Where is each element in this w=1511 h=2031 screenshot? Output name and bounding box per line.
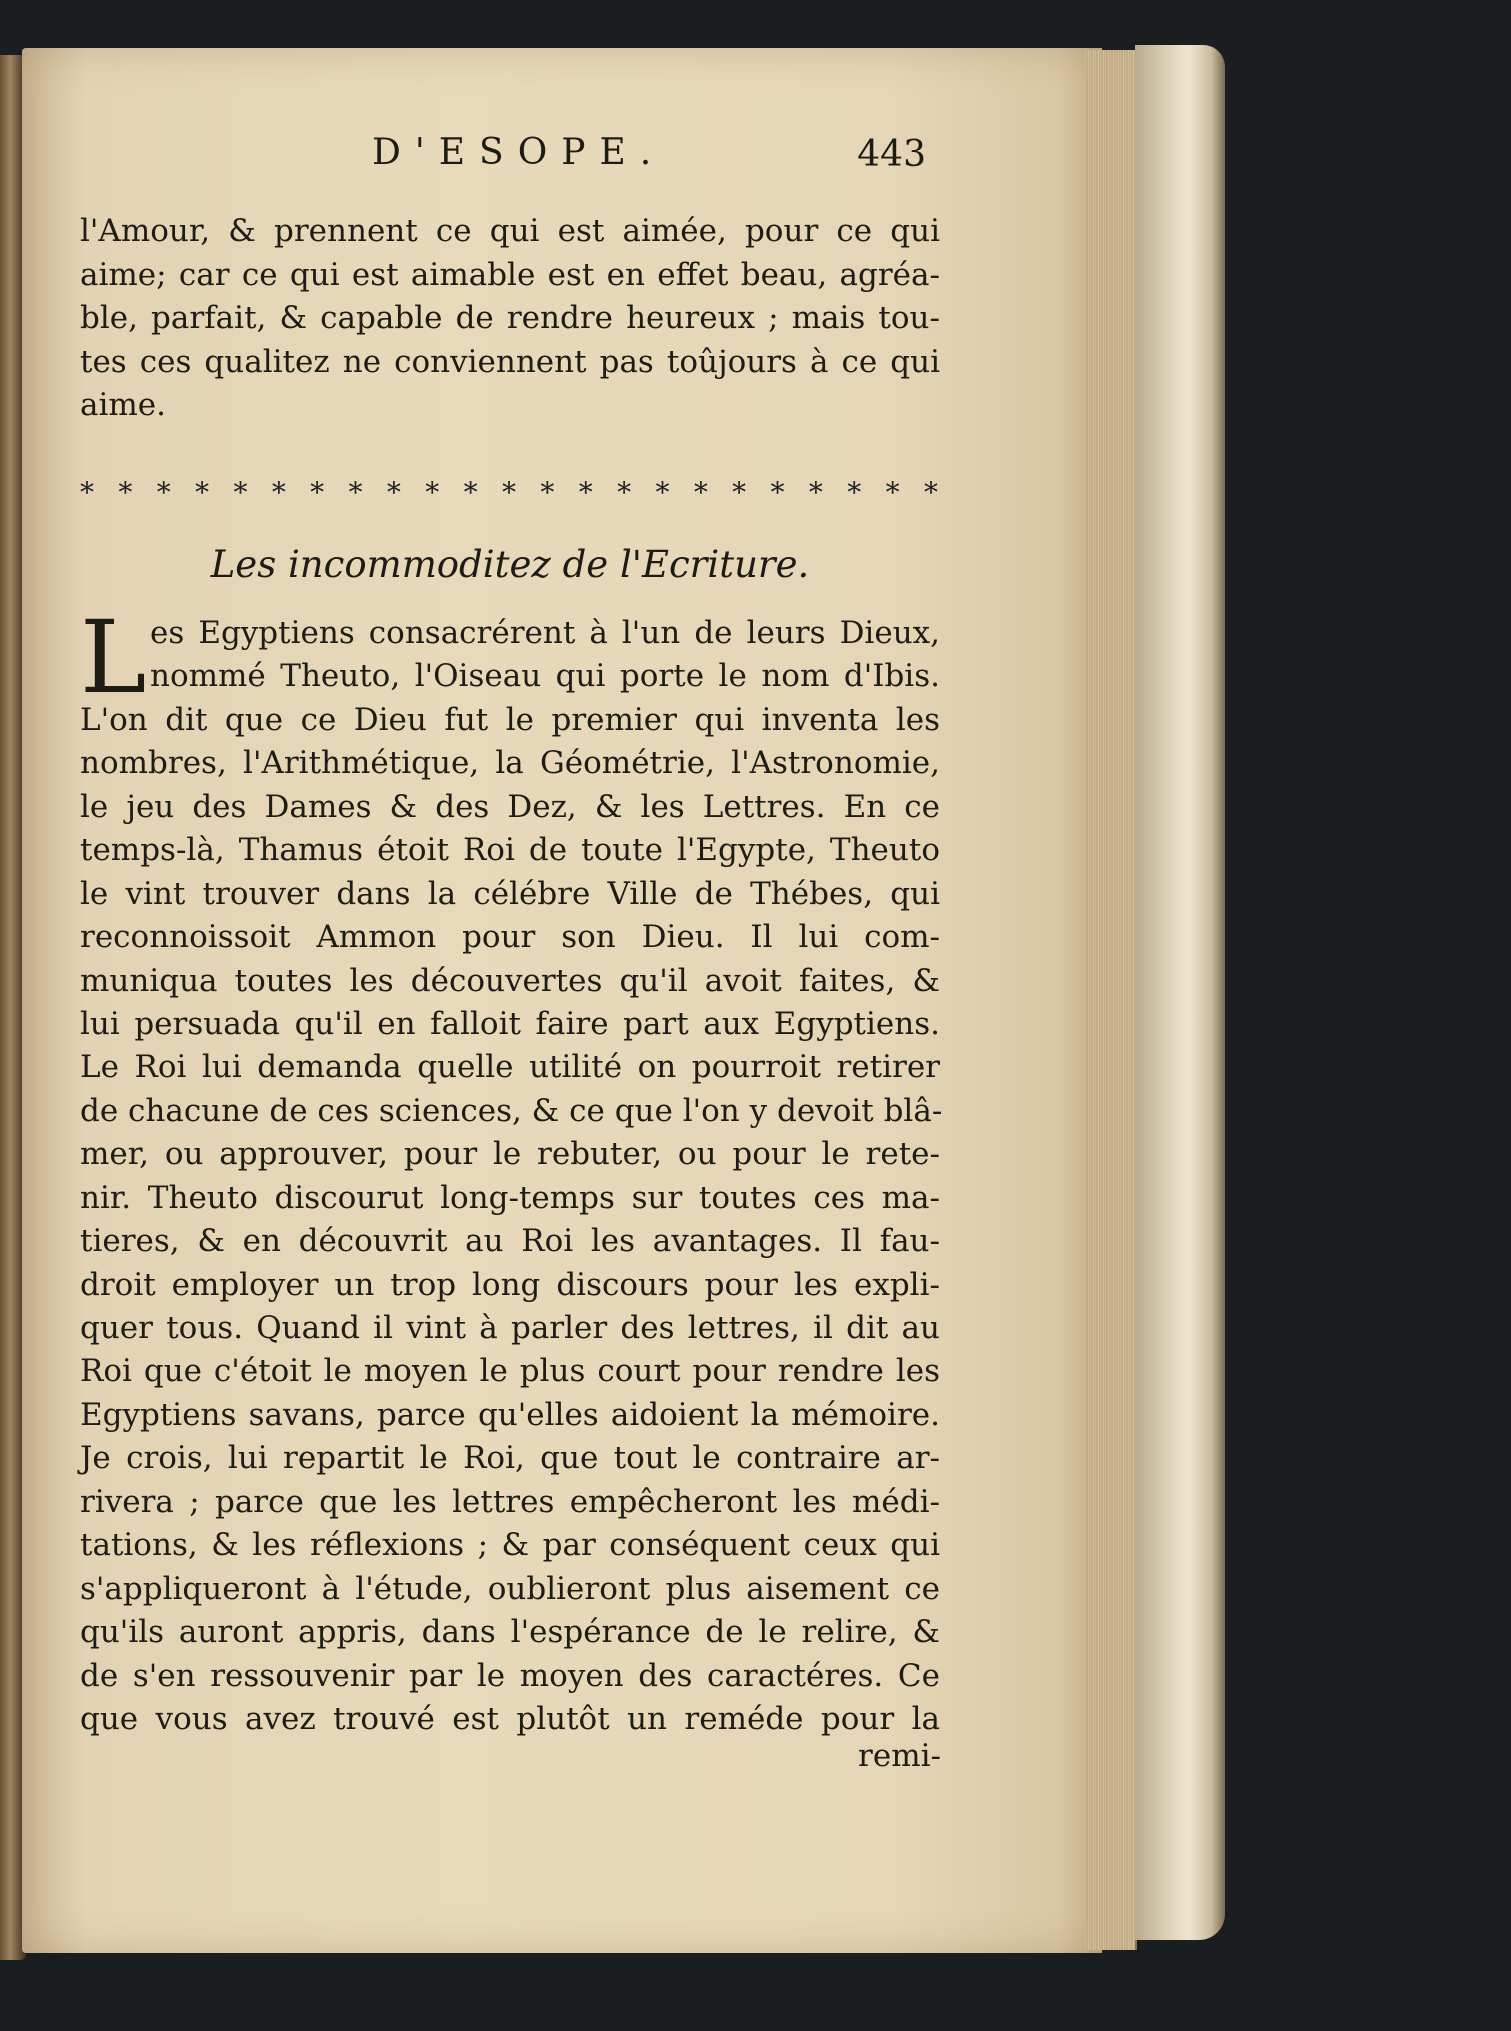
text-line: le jeu des Dames & des Dez, & les Lettres. En ce (80, 788, 940, 825)
text-line: s'appliqueront à l'étude, oublieront plus aisement ce (80, 1570, 940, 1607)
page-number: 443 (857, 134, 926, 175)
ornament-divider: * * * * * * * * * * * * * * * * * * * * * * * (80, 476, 940, 509)
text-line: ble, parfait, & capable de rendre heureux ; mais tou- (80, 300, 940, 336)
text-line: Je crois, lui repartit le Roi, que tout le contraire ar- (80, 1440, 940, 1477)
text-line: de s'en ressouvenir par le moyen des caractéres. Ce (80, 1657, 940, 1694)
text-line: le vint trouver dans la célébre Ville de Thébes, qui (80, 875, 940, 912)
text-line: Egyptiens savans, parce qu'elles aidoient la mémoire. (80, 1396, 940, 1433)
text-line: nombres, l'Arithmétique, la Géométrie, l'Astronomie, (80, 745, 940, 782)
text-line: nommé Theuto, l'Oiseau qui porte le nom d'Ibis. (150, 658, 940, 695)
text-line: lui persuada qu'il en falloit faire part aux Egyptiens. (80, 1005, 940, 1042)
vellum-binding (1135, 45, 1225, 1940)
text-line: quer tous. Quand il vint à parler des lettres, il dit au (80, 1310, 940, 1346)
text-line: de chacune de ces sciences, & ce que l'on y devoit blâ- (80, 1092, 943, 1129)
text-line: droit employer un trop long discours pour les expli- (80, 1266, 940, 1303)
text-line: tieres, & en découvrit au Roi les avantages. Il fau- (80, 1223, 940, 1260)
section-title: Les incommoditez de l'Ecriture. (210, 543, 810, 586)
text-line: muniqua toutes les découvertes qu'il avoit faites, & (80, 962, 940, 999)
text-line: tes ces qualitez ne conviennent pas toûjours à ce qui (80, 343, 940, 380)
running-title: D'ESOPE. (372, 132, 666, 173)
text-line: Roi que c'étoit le moyen le plus court pour rendre les (80, 1353, 940, 1390)
text-line: L'on dit que ce Dieu fut le premier qui inventa les (80, 701, 940, 738)
text-line: aime; car ce qui est aimable est en effet beau, agréa- (80, 256, 940, 293)
intro-paragraph (80, 210, 940, 428)
text-line: mer, ou approuver, pour le rebuter, ou pour le rete- (80, 1136, 940, 1173)
text-line: rivera ; parce que les lettres empêcheront les médi- (80, 1483, 940, 1520)
text-line: Le Roi lui demanda quelle utilité on pourroit retirer (80, 1049, 940, 1086)
catchword: remi- (858, 1738, 941, 1774)
page-header (360, 132, 940, 192)
text-line: reconnoissoit Ammon pour son Dieu. Il lui com- (80, 919, 940, 956)
drop-cap: L (80, 599, 147, 716)
text-line: tations, & les réflexions ; & par conséquent ceux qui (80, 1527, 940, 1564)
text-line: l'Amour, & prennent ce qui est aimée, pour ce qui (80, 213, 940, 249)
body-paragraph (80, 599, 943, 1741)
text-line: qu'ils auront appris, dans l'espérance de le relire, & (80, 1614, 940, 1651)
text-line: nir. Theuto discourut long-temps sur toutes ces ma- (80, 1179, 940, 1216)
text-line: es Egyptiens consacrérent à l'un de leurs Dieux, (150, 615, 940, 651)
text-line: aime. (80, 387, 166, 423)
text-line: que vous avez trouvé est plutôt un reméde pour la (80, 1700, 940, 1737)
text-line: temps-là, Thamus étoit Roi de toute l'Egypte, Theuto (80, 832, 940, 869)
page-edges (1085, 50, 1137, 1950)
